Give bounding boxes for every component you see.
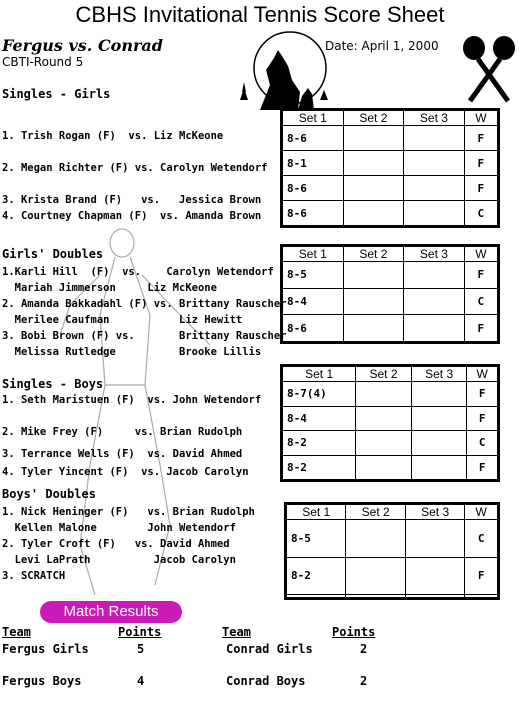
score-cell: 8-7(4) bbox=[283, 382, 356, 407]
winner-header: W bbox=[467, 367, 498, 382]
match-line: 4. Tyler Yincent (F) vs. Jacob Carolyn bbox=[2, 466, 249, 478]
winner-cell: C bbox=[465, 520, 498, 558]
set1-header: Set 1 bbox=[283, 247, 344, 262]
score-cell: 8-6 bbox=[283, 315, 344, 342]
section-girls-doubles: Girls' Doubles bbox=[2, 247, 104, 261]
date-label: Date: April 1, 2000 bbox=[325, 39, 439, 53]
set3-header: Set 3 bbox=[405, 505, 464, 520]
winner-cell: F bbox=[467, 455, 498, 480]
results-points: 2 bbox=[360, 674, 368, 688]
set2-header: Set 2 bbox=[343, 111, 404, 126]
results-points: 2 bbox=[360, 642, 368, 656]
results-team-header: Team bbox=[2, 625, 31, 639]
score-cell: 8-2 bbox=[283, 455, 356, 480]
winner-cell: F bbox=[464, 262, 497, 289]
match-line: 3. Krista Brand (F) vs. Jessica Brown bbox=[2, 194, 262, 206]
score-cell: 8-2 bbox=[283, 431, 356, 456]
score-cell: 8-6 bbox=[283, 126, 344, 151]
match-line: 3. Terrance Wells (F) vs. David Ahmed bbox=[2, 448, 243, 460]
winner-cell: F bbox=[467, 406, 498, 431]
winner-cell: F bbox=[464, 126, 497, 151]
howling-wolf-moon-icon bbox=[230, 30, 330, 112]
match-line: Kellen Malone John Wetendorf bbox=[2, 522, 236, 534]
score-cell: 8-4 bbox=[283, 288, 344, 315]
matchup-title: Fergus vs. Conrad bbox=[2, 36, 163, 55]
match-line: 1. Seth Maristuen (F) vs. John Wetendorf bbox=[2, 394, 262, 406]
winner-header: W bbox=[464, 111, 497, 126]
match-line: 2. Amanda Bakkadahl (F) vs. Brittany Rauscher bbox=[2, 298, 287, 310]
match-line: 1.Karli Hill (F) vs. Carolyn Wetendorf bbox=[2, 266, 274, 278]
results-team: Conrad Girls bbox=[226, 642, 313, 656]
match-line: 3. Bobi Brown (F) vs. Brittany Rauscher bbox=[2, 330, 287, 342]
match-line: Mariah Jimmerson Liz McKeone bbox=[2, 282, 217, 294]
winner-cell: C bbox=[464, 288, 497, 315]
score-cell: 8-2 bbox=[287, 557, 346, 595]
set1-header: Set 1 bbox=[283, 111, 344, 126]
set3-header: Set 3 bbox=[411, 367, 467, 382]
section-singles-girls: Singles - Girls bbox=[2, 87, 111, 101]
winner-cell: C bbox=[464, 201, 497, 226]
match-line: 3. SCRATCH bbox=[2, 570, 66, 582]
results-team: Fergus Girls bbox=[2, 642, 89, 656]
section-boys-doubles: Boys' Doubles bbox=[2, 487, 96, 501]
winner-cell: F bbox=[464, 151, 497, 176]
results-team-header-2: Team bbox=[222, 625, 251, 639]
score-cell bbox=[287, 595, 346, 598]
match-line: 4. Courtney Chapman (F) vs. Amanda Brown bbox=[2, 210, 262, 222]
winner-cell: F bbox=[464, 176, 497, 201]
match-results-badge: Match Results bbox=[40, 601, 182, 623]
score-cell: 8-6 bbox=[283, 201, 344, 226]
set2-header: Set 2 bbox=[356, 367, 412, 382]
set1-header: Set 1 bbox=[287, 505, 346, 520]
match-line: 1. Nick Heninger (F) vs. Brian Rudolph bbox=[2, 506, 255, 518]
score-cell: 8-5 bbox=[287, 520, 346, 558]
score-table-boys-doubles bbox=[284, 502, 500, 600]
match-line: Merilee Caufman Liz Hewitt bbox=[2, 314, 243, 326]
match-line: Levi LaPrath Jacob Carolyn bbox=[2, 554, 236, 566]
score-table-singles-girls bbox=[280, 108, 500, 228]
winner-cell bbox=[465, 595, 498, 598]
match-line: 1. Trish Rogan (F) vs. Liz McKeone bbox=[2, 130, 224, 142]
section-singles-boys: Singles - Boys bbox=[2, 377, 104, 391]
set2-header: Set 2 bbox=[346, 505, 405, 520]
set1-header: Set 1 bbox=[283, 367, 356, 382]
page-title: CBHS Invitational Tennis Score Sheet bbox=[75, 2, 445, 27]
match-line: 2. Megan Richter (F) vs. Carolyn Wetendorf bbox=[2, 162, 268, 174]
score-table-singles-boys bbox=[280, 364, 500, 482]
winner-cell: C bbox=[467, 431, 498, 456]
results-team: Conrad Boys bbox=[226, 674, 306, 688]
results-points: 5 bbox=[137, 642, 145, 656]
score-cell: 8-5 bbox=[283, 262, 344, 289]
winner-header: W bbox=[464, 247, 497, 262]
round-label: CBTI-Round 5 bbox=[2, 55, 84, 69]
score-table-girls-doubles bbox=[280, 244, 500, 344]
results-points: 4 bbox=[137, 674, 145, 688]
score-cell: 8-1 bbox=[283, 151, 344, 176]
set2-header: Set 2 bbox=[343, 247, 404, 262]
winner-cell: F bbox=[467, 382, 498, 407]
results-team: Fergus Boys bbox=[2, 674, 82, 688]
winner-header: W bbox=[465, 505, 498, 520]
match-line: 2. Mike Frey (F) vs. Brian Rudolph bbox=[2, 426, 243, 438]
set3-header: Set 3 bbox=[404, 247, 465, 262]
score-cell: 8-4 bbox=[283, 406, 356, 431]
winner-cell: F bbox=[464, 315, 497, 342]
set3-header: Set 3 bbox=[404, 111, 465, 126]
results-points-header-2: Points bbox=[332, 625, 376, 639]
results-points-header: Points bbox=[118, 625, 162, 639]
winner-cell: F bbox=[465, 557, 498, 595]
crossed-rackets-icon bbox=[460, 35, 518, 105]
score-cell: 8-6 bbox=[283, 176, 344, 201]
match-line: Melissa Rutledge Brooke Lillis bbox=[2, 346, 262, 358]
match-line: 2. Tyler Croft (F) vs. David Ahmed bbox=[2, 538, 230, 550]
